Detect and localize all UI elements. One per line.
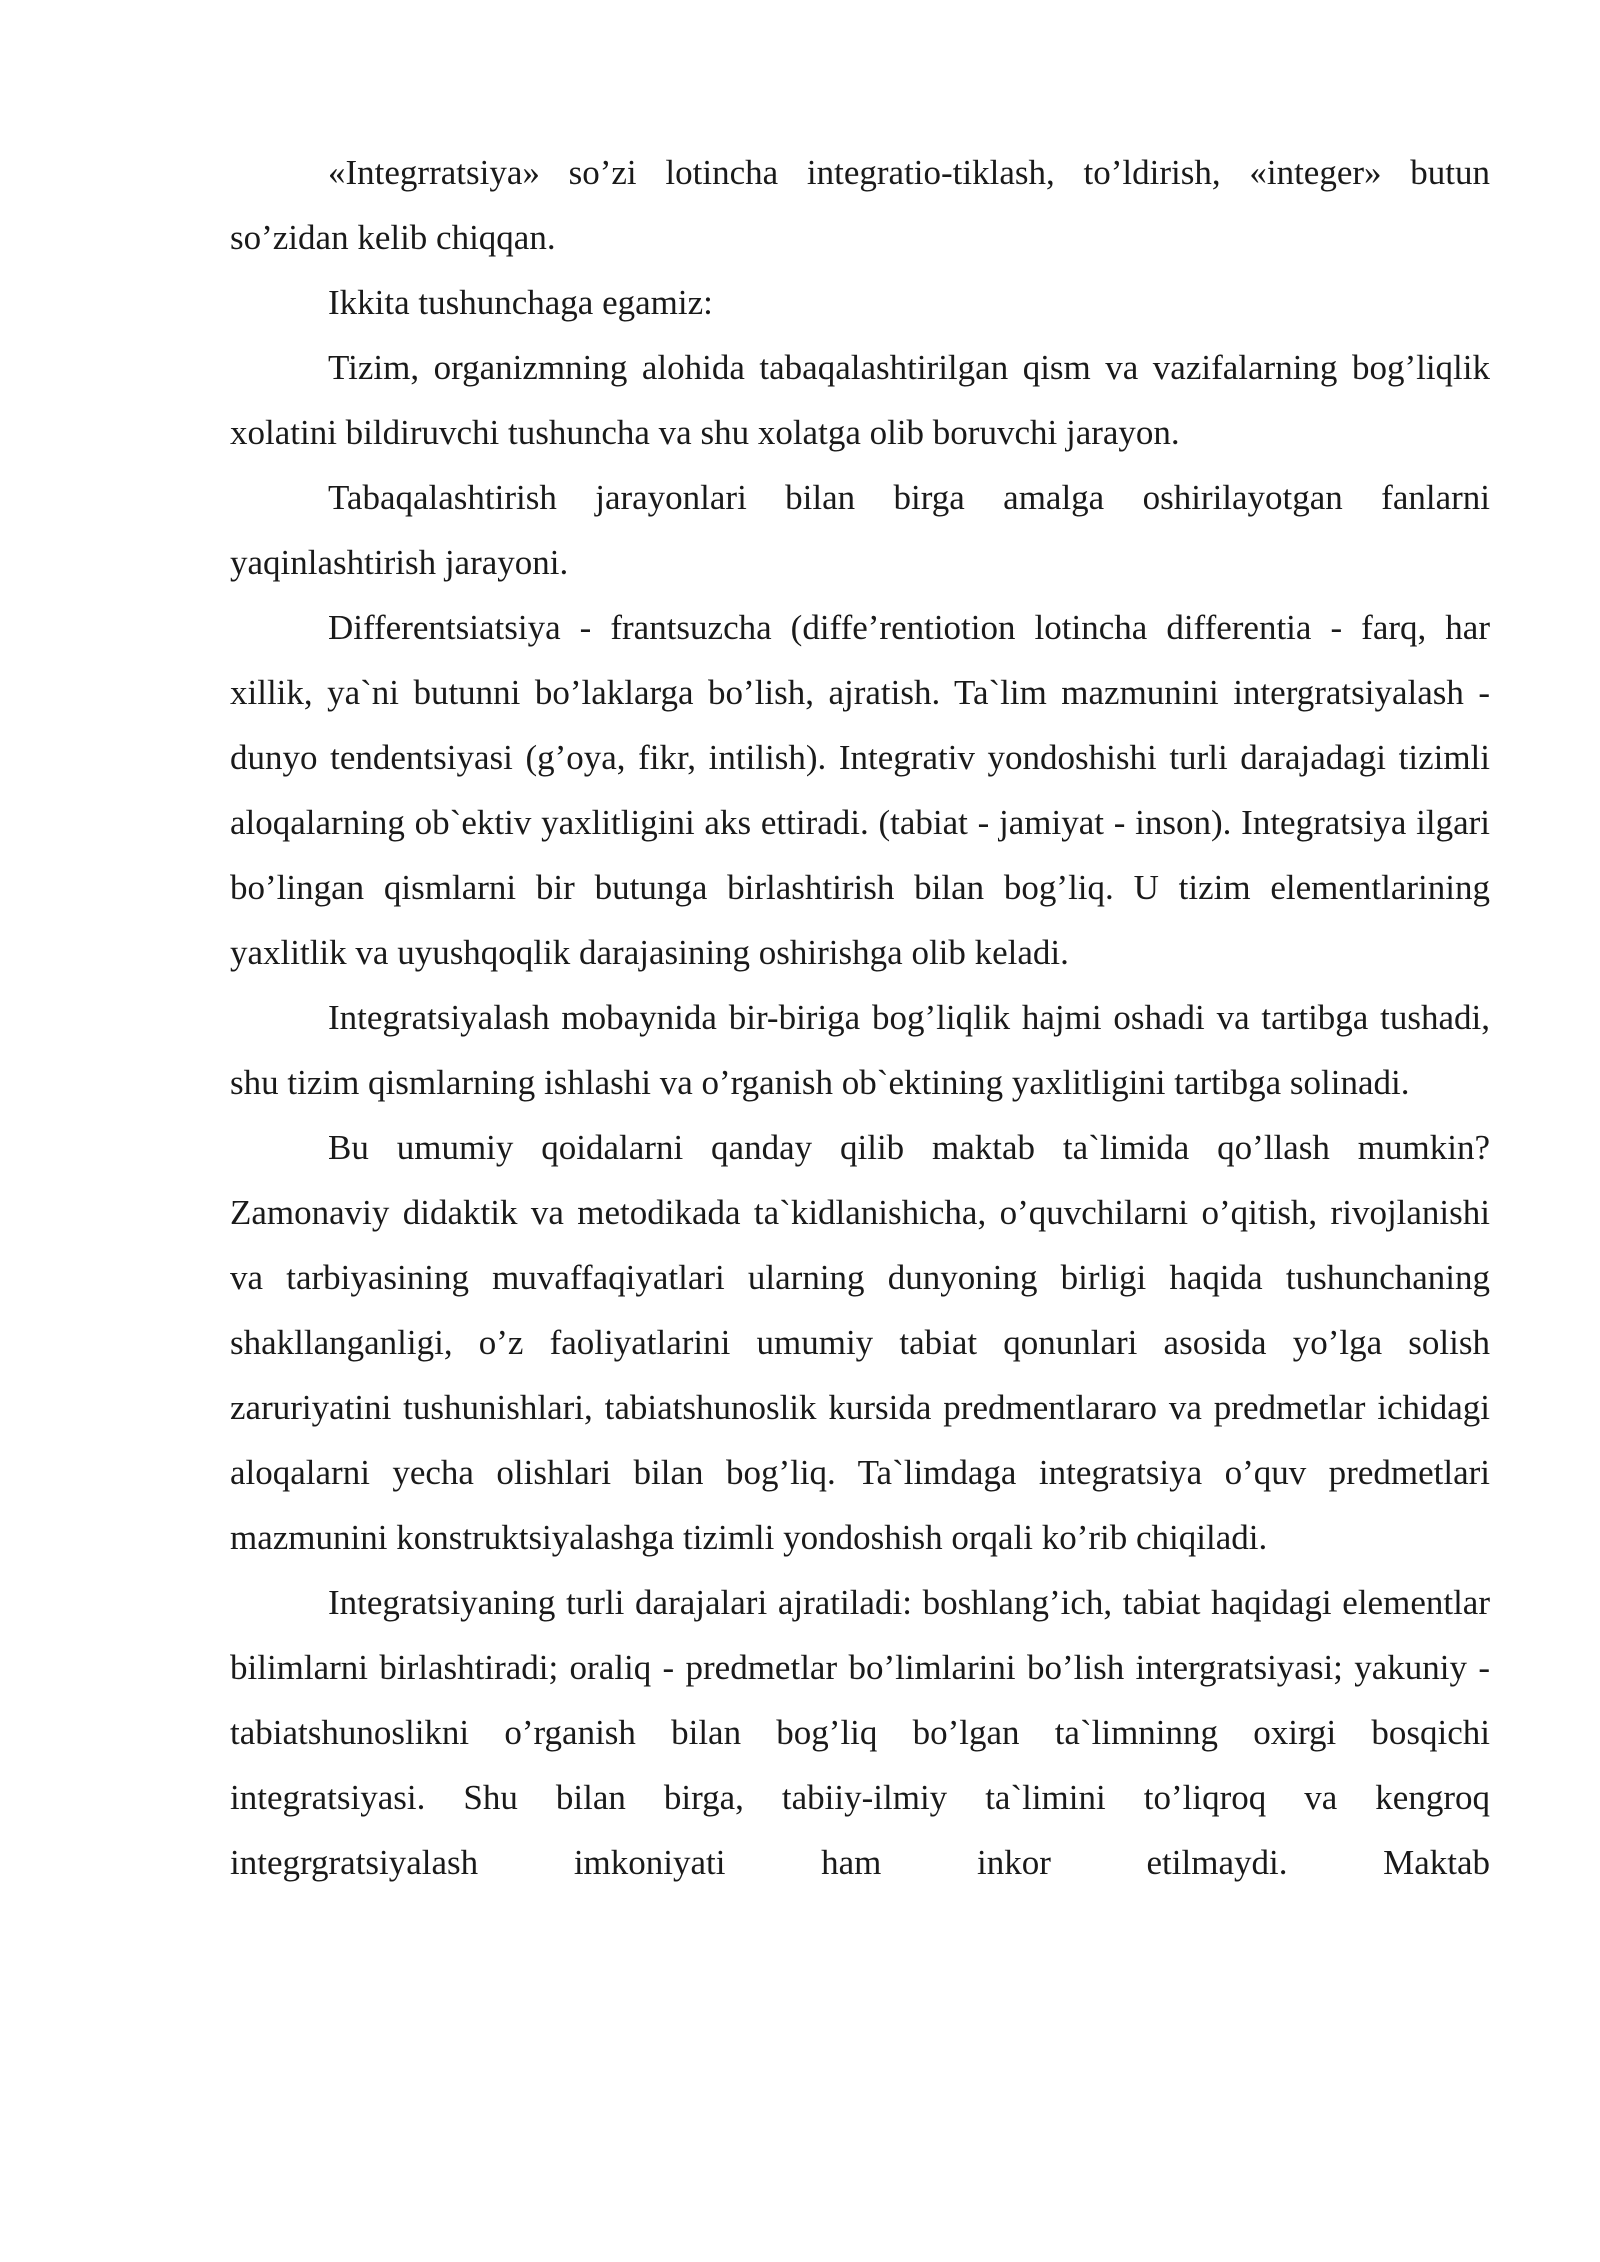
paragraph-integration-etymology: «Integrratsiya» so’zi lotincha integratio-tiklash, to’ldirish, «integer» butun so’zidan kelib chiqqan. — [230, 153, 1490, 257]
paragraph-two-concepts: Ikkita tushunchaga egamiz: — [328, 283, 713, 322]
paragraph-differentiation-definition: Differentsiatsiya - frantsuzcha (diffe’rentiotion lotincha differentia - farq, har xillik, ya`ni butunni bo’laklarga bo’lish, ajratish. Ta`lim mazmunini intergratsiyalash - dunyo tendentsiyasi (g’oya, fikr, intilish). Integrativ yondoshishi turli darajadagi tizimli aloqalarning ob`ektiv yaxlitligini aks ettiradi. (tabiat - jamiyat - inson). Integratsiya ilgari bo’lingan qismlarni bir butunga birlashtirish bilan bog’liq. U tizim elementlarining yaxlitlik va uyushqoqlik darajasining oshirishga olib keladi. — [230, 608, 1490, 972]
paragraph-system-definition: Tizim, organizmning alohida tabaqalashtirilgan qism va vazifalarning bog’liqlik xolatini bildiruvchi tushuncha va shu xolatga olib boruvchi jarayon. — [230, 348, 1490, 452]
document-page — [230, 140, 1490, 1895]
paragraph-differentiation-process: Tabaqalashtirish jarayonlari bilan birga amalga oshirilayotgan fanlarni yaqinlashtirish jarayoni. — [230, 478, 1490, 582]
paragraph-school-education: Bu umumiy qoidalarni qanday qilib maktab ta`limida qo’llash mumkin? Zamonaviy didaktik va metodikada ta`kidlanishicha, o’quvchilarni o’qitish, rivojlanishi va tarbiyasining muvaffaqiyatlari ularning dunyoning birligi haqida tushunchaning shakllanganligi, o’z faoliyatlarini umumiy tabiat qonunlari asosida yo’lga solish zaruriyatini tushunishlari, tabiatshunoslik kursida predmentlararo va predmetlar ichidagi aloqalarni yecha olishlari bilan bog’liq. Ta`limdaga integratsiya o’quv predmetlari mazmunini konstruktsiyalashga tizimli yondoshish orqali ko’rib chiqiladi. — [230, 1128, 1490, 1557]
paragraph-integration-dependency: Integratsiyalash mobaynida bir-biriga bog’liqlik hajmi oshadi va tartibga tushadi, shu tizim qismlarning ishlashi va o’rganish ob`ektining yaxlitligini tartibga solinadi. — [230, 998, 1490, 1102]
paragraph-integration-levels: Integratsiyaning turli darajalari ajratiladi: boshlang’ich, tabiat haqidagi elementlar bilimlarni birlashtiradi; oraliq - predmetlar bo’limlarini bo’lish intergratsiyasi; yakuniy - tabiatshunoslikni o’rganish bilan bog’liq bo’lgan ta`limninng oxirgi bosqichi integratsiyasi. Shu bilan birga, tabiiy-ilmiy ta`limini to’liqroq va kengroq integrgratsiyalash imkoniyati ham inkor etilmaydi. Maktab — [230, 1583, 1490, 1882]
